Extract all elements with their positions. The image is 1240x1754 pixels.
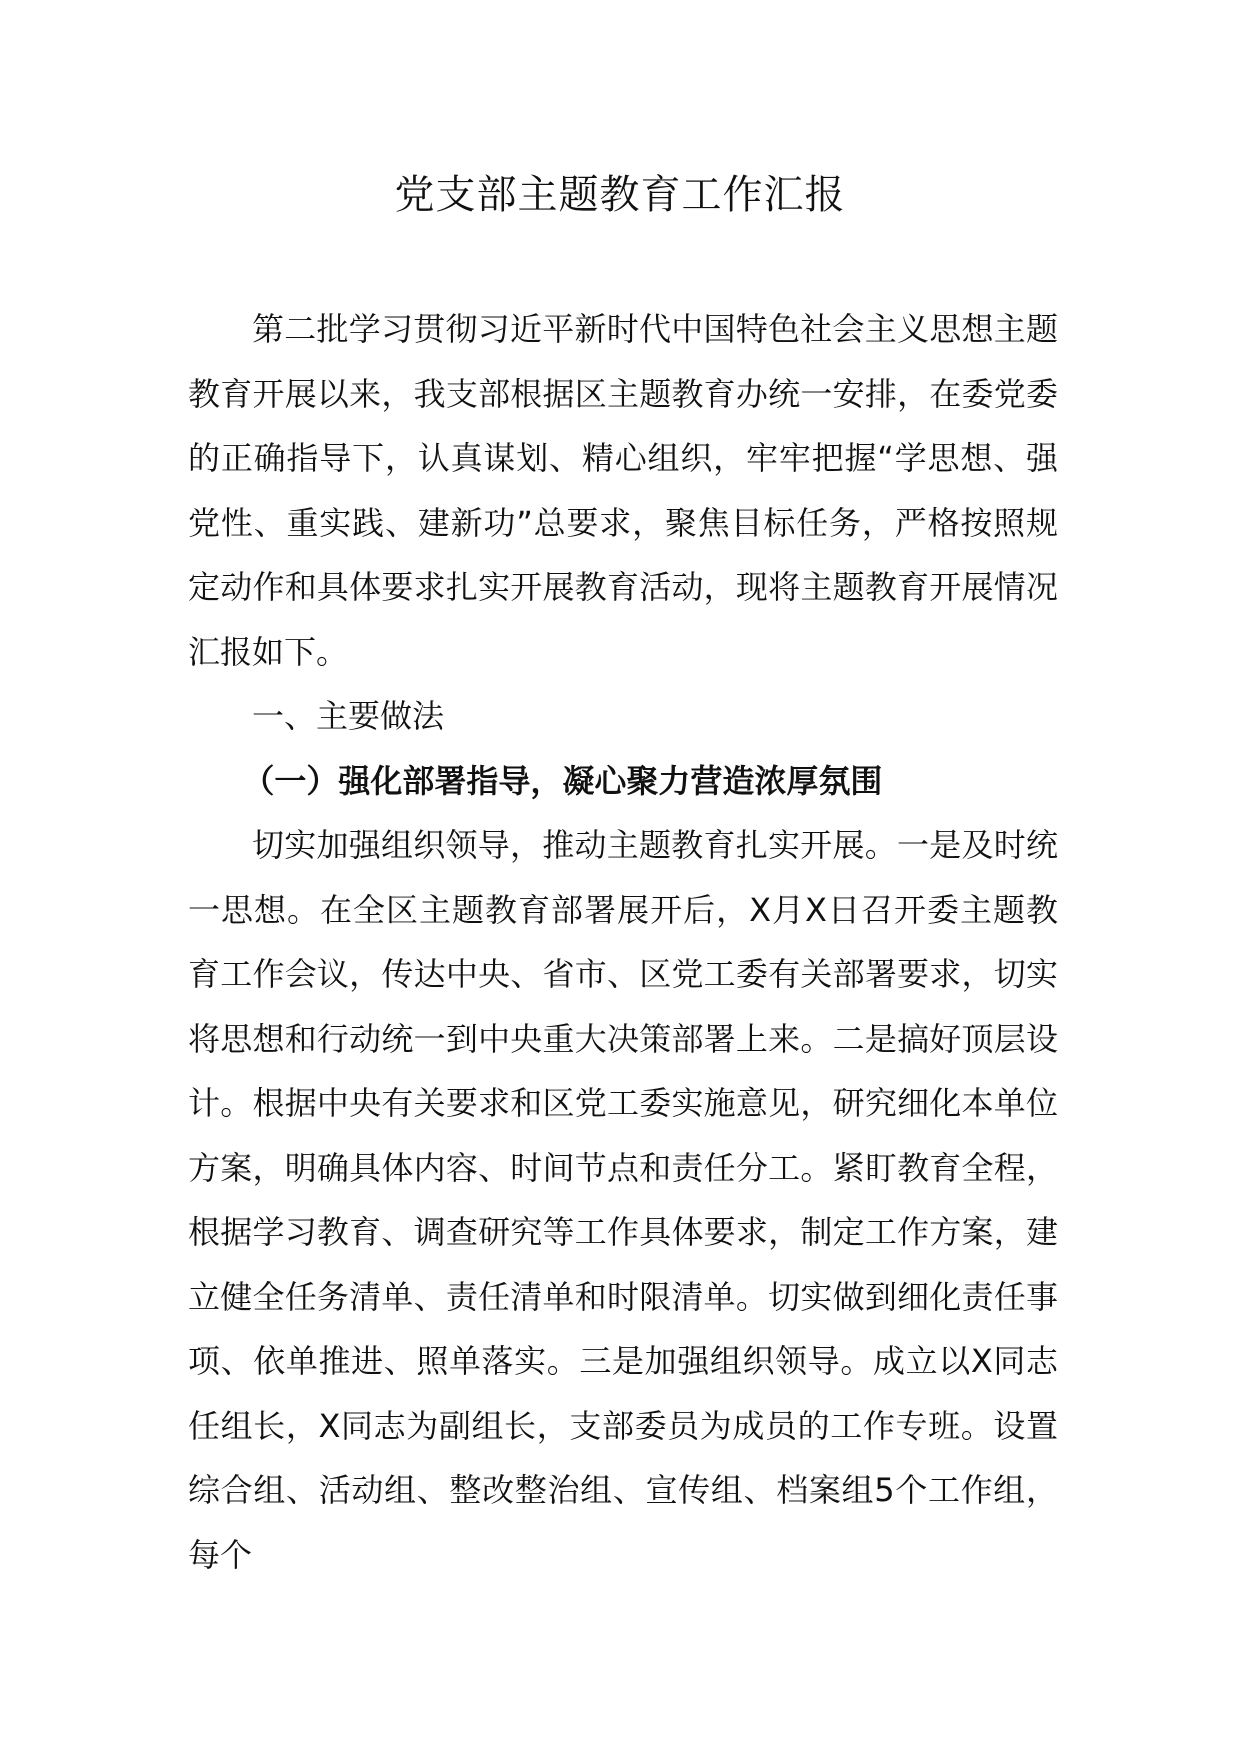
subsection-heading-deployment: （一）强化部署指导，凝心聚力营造浓厚氛围 bbox=[242, 761, 883, 800]
intro-paragraph: 第二批学习贯彻习近平新时代中国特色社会主义思想主题教育开展以来，我支部根据区主题教育办统一安排，在委党委的正确指导下，认真谋划、精心组织，牢牢把握“学思想、强党性、重实践、建新功”总要求，聚焦目标任务，严格按照规定动作和具体要求扎实开展教育活动，现将主题教育开展情况汇报如下。 bbox=[188, 310, 1058, 671]
section-heading-main-practices: 一、主要做法 bbox=[252, 697, 445, 735]
document-title: 党支部主题教育工作汇报 bbox=[394, 172, 846, 218]
document-body bbox=[188, 297, 1058, 1587]
subsection-body-paragraph: 切实加强组织领导，推动主题教育扎实开展。一是及时统一思想。在全区主题教育部署展开后，X月X日召开委主题教育工作会议，传达中央、省市、区党工委有关部署要求，切实将思想和行动统一到中央重大决策部署上来。二是搞好顶层设计。根据中央有关要求和区党工委实施意见，研究细化本单位方案，明确具体内容、时间节点和责任分工。紧盯教育全程，根据学习教育、调查研究等工作具体要求，制定工作方案，建立健全任务清单、责任清单和时限清单。切实做到细化责任事项、依单推进、照单落实。三是加强组织领导。成立以X同志任组长，X同志为副组长，支部委员为成员的工作专班。设置综合组、活动组、整改整治组、宣传组、档案组5个工作组，每个 bbox=[188, 826, 1058, 1574]
